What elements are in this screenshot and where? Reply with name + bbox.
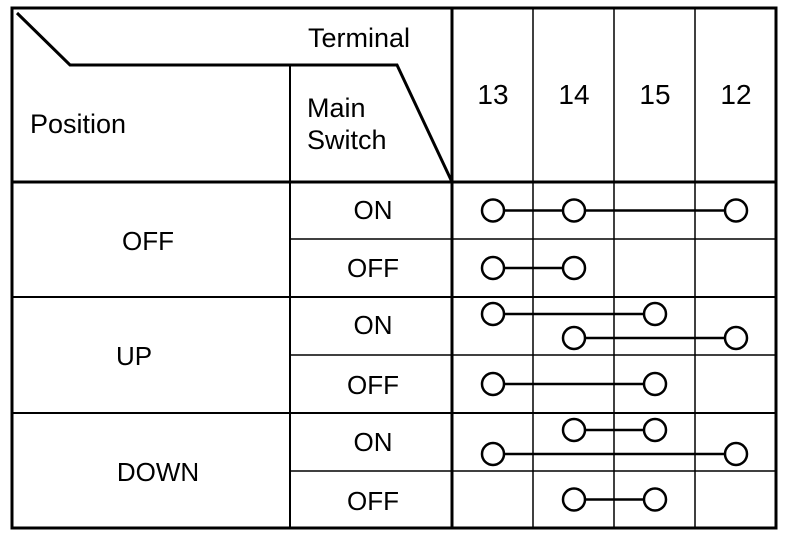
- pos-down-on-terminal-13-circle: [482, 443, 504, 465]
- pos-off-on-terminal-12-circle: [725, 200, 747, 222]
- header-main-switch-line2: Switch: [307, 125, 387, 155]
- main-switch-off-off: OFF: [347, 253, 399, 283]
- pos-off-off-terminal-13-circle: [482, 257, 504, 279]
- position-label-off: OFF: [122, 226, 174, 256]
- main-switch-up-on: ON: [353, 310, 393, 340]
- terminal-header-14: 14: [558, 79, 590, 110]
- terminal-header-15: 15: [639, 79, 671, 110]
- pos-down-off-terminal-14-circle: [563, 489, 585, 511]
- terminal-header-12: 12: [720, 79, 752, 110]
- header-main-switch-line1: Main: [307, 93, 366, 123]
- pos-down-off-terminal-15-circle: [644, 489, 666, 511]
- pos-up-on-terminal-13-circle: [482, 303, 504, 325]
- pos-down-on-terminal-15-circle: [644, 419, 666, 441]
- pos-off-on-terminal-14-circle: [563, 200, 585, 222]
- pos-down-on-terminal-14-circle: [563, 419, 585, 441]
- main-switch-up-off: OFF: [347, 370, 399, 400]
- main-switch-down-off: OFF: [347, 486, 399, 516]
- pos-down-on-terminal-12-circle: [725, 443, 747, 465]
- header-position: Position: [30, 109, 127, 139]
- pos-up-on-terminal-12-circle: [725, 327, 747, 349]
- header-terminal: Terminal: [308, 23, 411, 53]
- position-label-up: UP: [115, 341, 153, 371]
- pos-up-off-terminal-15-circle: [644, 373, 666, 395]
- pos-off-on-terminal-13-circle: [482, 200, 504, 222]
- main-switch-down-on: ON: [353, 427, 393, 457]
- terminal-header-13: 13: [477, 79, 509, 110]
- pos-up-on-terminal-15-circle: [644, 303, 666, 325]
- pos-up-off-terminal-13-circle: [482, 373, 504, 395]
- pos-off-off-terminal-14-circle: [563, 257, 585, 279]
- position-label-down: DOWN: [116, 457, 200, 487]
- pos-up-on-terminal-14-circle: [563, 327, 585, 349]
- main-switch-off-on: ON: [353, 195, 393, 225]
